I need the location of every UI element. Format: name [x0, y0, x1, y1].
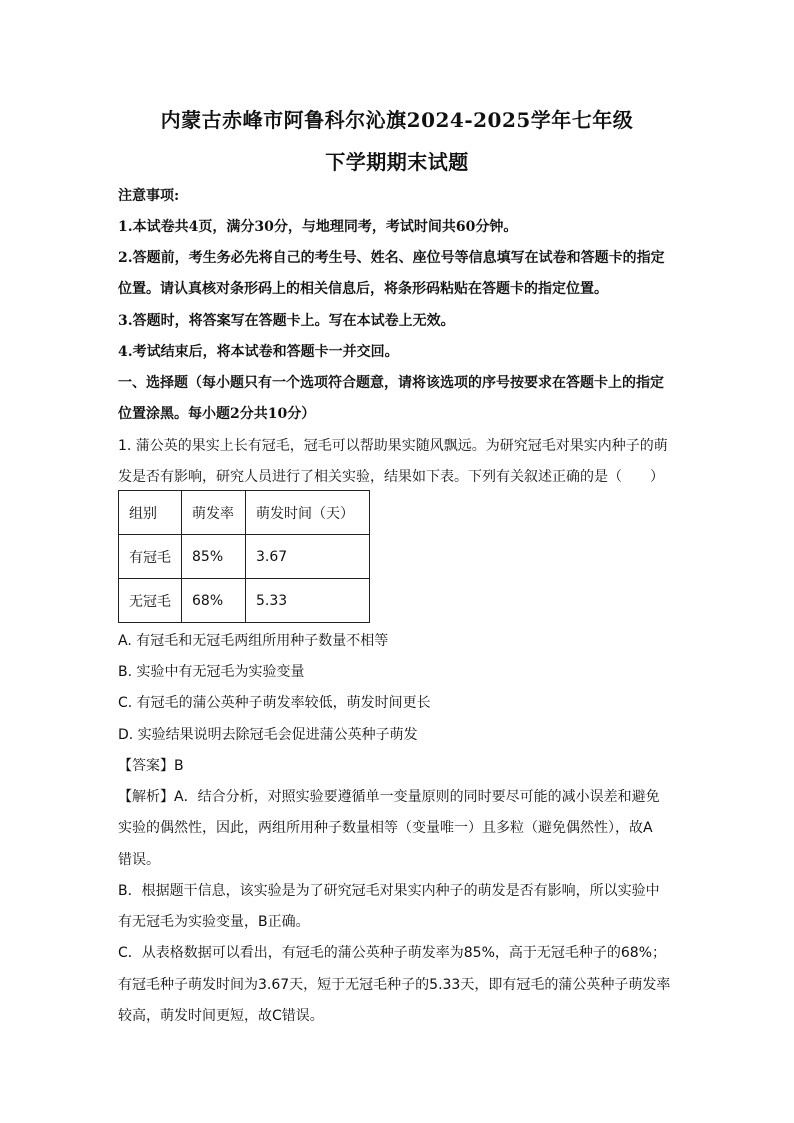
table-header-cell: 萌发时间（天）	[246, 491, 370, 535]
notes-heading: 注意事项:	[118, 188, 180, 204]
table-cell: 85%	[182, 535, 246, 579]
table-cell: 5.33	[246, 579, 370, 623]
notes-item: 4.考试结束后，将本试卷和答题卡一并交回。	[118, 344, 399, 360]
question-stem-line1: 1. 蒲公英的果实上长有冠毛，冠毛可以帮助果实随风飘远。为研究冠毛对果实内种子的萌	[118, 438, 668, 454]
section-heading-line2: 位置涂黑。每小题2分共10分）	[118, 406, 316, 422]
option-b: B. 实验中有无冠毛为实验变量	[118, 664, 305, 680]
analysis-line: C．从表格数据可以看出，有冠毛的蒲公英种子萌发率为85%，高于无冠毛种子的68%；	[118, 945, 667, 961]
analysis-line: 较高，萌发时间更短，故C错误。	[118, 1008, 324, 1024]
analysis-line: 【解析】A．结合分析，对照实验要遵循单一变量原则的同时要尽可能的减小误差和避免	[118, 789, 660, 805]
analysis-line: 实验的偶然性，因此，两组所用种子数量相等（变量唯一）且多粒（避免偶然性），故A	[118, 820, 653, 836]
table-row	[119, 579, 370, 623]
analysis-line: B．根据题干信息，该实验是为了研究冠毛对果实内种子的萌发是否有影响，所以实验中	[118, 883, 660, 899]
notes-item: 位置。请认真核对条形码上的相关信息后，将条形码粘贴在答题卡的指定位置。	[118, 281, 608, 297]
notes-item: 2.答题前，考生务必先将自己的考生号、姓名、座位号等信息填写在试卷和答题卡的指定	[118, 250, 665, 266]
question-stem-line2: 发是否有影响，研究人员进行了相关实验，结果如下表。下列有关叙述正确的是（ ）	[118, 469, 664, 485]
option-d: D. 实验结果说明去除冠毛会促进蒲公英种子萌发	[118, 727, 418, 743]
table-cell: 3.67	[246, 535, 370, 579]
table-header-cell: 组别	[119, 491, 182, 535]
option-a: A. 有冠毛和无冠毛两组所用种子数量不相等	[118, 633, 389, 649]
table-cell: 无冠毛	[119, 579, 182, 623]
table-cell: 有冠毛	[119, 535, 182, 579]
analysis-line: 错误。	[118, 852, 160, 868]
option-c: C. 有冠毛的蒲公英种子萌发率较低，萌发时间更长	[118, 695, 431, 711]
table-header-row	[119, 491, 370, 535]
analysis-line: 有无冠毛为实验变量，B正确。	[118, 914, 310, 930]
notes-item: 1.本试卷共4页，满分30分，与地理同考，考试时间共60分钟。	[118, 219, 518, 235]
exam-title-line1: 内蒙古赤峰市阿鲁科尔沁旗2024-2025学年七年级	[160, 108, 634, 132]
exam-title-line2: 下学期期末试题	[325, 150, 469, 174]
results-table	[118, 490, 370, 623]
analysis-line: 有冠毛种子萌发时间为3.67天，短于无冠毛种子的5.33天，即有冠毛的蒲公英种子萌发率	[118, 977, 671, 993]
notes-item: 3.答题时，将答案写在答题卡上。写在本试卷上无效。	[118, 313, 455, 329]
section-heading-line1: 一、选择题（每小题只有一个选项符合题意，请将该选项的序号按要求在答题卡上的指定	[118, 375, 664, 391]
table-row	[119, 535, 370, 579]
table-cell: 68%	[182, 579, 246, 623]
table-header-cell: 萌发率	[182, 491, 246, 535]
answer-line: 【答案】B	[118, 758, 184, 774]
